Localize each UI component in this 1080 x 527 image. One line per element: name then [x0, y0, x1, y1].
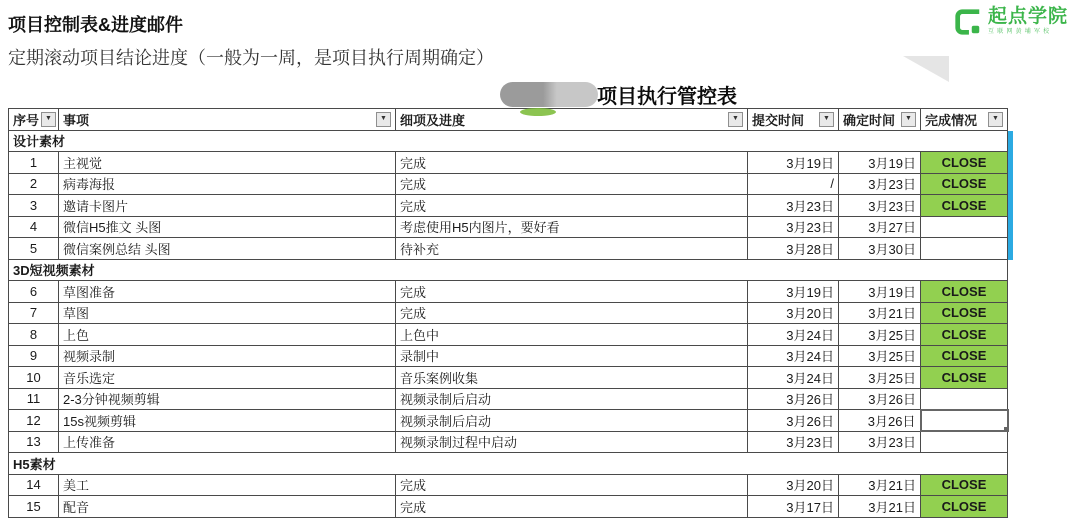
filter-dropdown-icon[interactable]: ▼ [41, 112, 56, 127]
filter-dropdown-icon[interactable]: ▼ [901, 112, 916, 127]
cell-submit-date[interactable]: 3月24日 [748, 345, 839, 367]
cell-item[interactable]: 配音 [59, 496, 396, 518]
cell-status[interactable]: CLOSE [921, 152, 1008, 174]
cell-item[interactable]: 草图 [59, 302, 396, 324]
cell-confirm-date[interactable]: 3月21日 [839, 496, 921, 518]
cell-submit-date[interactable]: 3月19日 [748, 281, 839, 303]
cell-status[interactable]: CLOSE [921, 324, 1008, 346]
column-header-label: 提交时间 [752, 112, 805, 128]
table-row [9, 496, 1008, 518]
cell-confirm-date[interactable]: 3月30日 [839, 238, 921, 260]
column-header-seq[interactable] [9, 109, 59, 131]
column-header-detail[interactable] [396, 109, 748, 131]
qidian-logo-icon [953, 7, 983, 37]
cell-seq[interactable]: 6 [9, 281, 59, 303]
cell-status[interactable] [921, 216, 1008, 238]
cell-confirm-date[interactable]: 3月23日 [839, 173, 921, 195]
cell-status[interactable]: CLOSE [921, 474, 1008, 496]
cell-confirm-date[interactable]: 3月19日 [839, 281, 921, 303]
cell-item[interactable]: 视频录制 [59, 345, 396, 367]
column-header-label: 序号 [13, 112, 40, 128]
cell-submit-date[interactable]: 3月20日 [748, 474, 839, 496]
cell-item[interactable]: 2-3分钟视频剪辑 [59, 388, 396, 410]
section-label[interactable]: H5素材 [9, 453, 1008, 475]
column-header-item[interactable] [59, 109, 396, 131]
redaction-blob [500, 82, 598, 107]
cell-detail[interactable]: 完成 [396, 281, 748, 303]
cell-detail[interactable]: 录制中 [396, 345, 748, 367]
table-row [9, 388, 1008, 410]
cell-confirm-date[interactable]: 3月23日 [839, 431, 921, 453]
cell-submit-date[interactable]: 3月28日 [748, 238, 839, 260]
cell-status[interactable] [921, 431, 1008, 453]
cell-submit-date[interactable]: 3月26日 [748, 388, 839, 410]
logo-tagline: 互联网黄埔军校 [987, 29, 1053, 35]
cell-status[interactable]: CLOSE [921, 281, 1008, 303]
table-row [9, 216, 1008, 238]
section-row [9, 130, 1008, 152]
section-label[interactable]: 设计素材 [9, 130, 1008, 152]
table-row [9, 431, 1008, 453]
cell-item[interactable]: 上传准备 [59, 431, 396, 453]
column-header-status[interactable] [921, 109, 1008, 131]
column-header-label: 事项 [63, 112, 90, 128]
filter-dropdown-icon[interactable]: ▼ [819, 112, 834, 127]
cell-item[interactable]: 上色 [59, 324, 396, 346]
cell-status[interactable]: CLOSE [921, 496, 1008, 518]
cell-submit-date[interactable]: 3月26日 [748, 410, 839, 432]
cell-item[interactable]: 病毒海报 [59, 173, 396, 195]
cell-detail[interactable]: 完成 [396, 195, 748, 217]
section-row [9, 259, 1008, 281]
cell-status[interactable] [921, 388, 1008, 410]
cell-status[interactable] [921, 238, 1008, 260]
column-header-label: 细项及进度 [400, 112, 466, 128]
cell-item[interactable]: 邀请卡图片 [59, 195, 396, 217]
cell-status[interactable]: CLOSE [921, 345, 1008, 367]
cell-item[interactable]: 微信案例总结 头图 [59, 238, 396, 260]
column-header-confirm-date[interactable] [839, 109, 921, 131]
cell-submit-date[interactable]: 3月23日 [748, 431, 839, 453]
cell-submit-date[interactable]: 3月23日 [748, 216, 839, 238]
section-row [9, 453, 1008, 475]
cell-confirm-date[interactable]: 3月25日 [839, 345, 921, 367]
table-row [9, 474, 1008, 496]
cell-detail[interactable]: 完成 [396, 496, 748, 518]
cell-detail[interactable]: 视频录制后启动 [396, 410, 748, 432]
cell-submit-date[interactable]: 3月23日 [748, 195, 839, 217]
table-row [9, 324, 1008, 346]
column-header-submit-date[interactable] [748, 109, 839, 131]
cell-seq[interactable]: 10 [9, 367, 59, 389]
cell-seq[interactable]: 7 [9, 302, 59, 324]
cell-detail[interactable]: 完成 [396, 173, 748, 195]
cell-seq[interactable]: 2 [9, 173, 59, 195]
logo-name: 起点学院 [987, 6, 1068, 27]
table-row [9, 173, 1008, 195]
cell-item[interactable]: 15s视频剪辑 [59, 410, 396, 432]
cell-seq[interactable]: 15 [9, 496, 59, 518]
table-row [9, 195, 1008, 217]
cell-confirm-date[interactable]: 3月23日 [839, 195, 921, 217]
cell-submit-date[interactable]: 3月24日 [748, 367, 839, 389]
cell-confirm-date[interactable]: 3月26日 [839, 388, 921, 410]
table-row [9, 410, 1008, 432]
cell-seq[interactable]: 11 [9, 388, 59, 410]
qidian-academy-logo [953, 7, 1068, 37]
cell-confirm-date[interactable]: 3月21日 [839, 474, 921, 496]
cell-confirm-date[interactable]: 3月26日 [839, 410, 921, 432]
cell-detail[interactable]: 音乐案例收集 [396, 367, 748, 389]
cell-item[interactable]: 美工 [59, 474, 396, 496]
section-label[interactable]: 3D短视频素材 [9, 259, 1008, 281]
cell-submit-date[interactable]: 3月19日 [748, 152, 839, 174]
gray-smudge-triangle [903, 56, 949, 82]
cell-seq[interactable]: 9 [9, 345, 59, 367]
cell-submit-date[interactable]: 3月20日 [748, 302, 839, 324]
table-row [9, 152, 1008, 174]
cell-seq[interactable]: 12 [9, 410, 59, 432]
cell-item[interactable]: 主视觉 [59, 152, 396, 174]
filter-dropdown-icon[interactable]: ▼ [376, 112, 391, 127]
cell-seq[interactable]: 14 [9, 474, 59, 496]
cell-detail[interactable]: 完成 [396, 474, 748, 496]
column-header-label: 确定时间 [843, 112, 896, 128]
cell-confirm-date[interactable]: 3月25日 [839, 367, 921, 389]
cell-item[interactable]: 微信H5推文 头图 [59, 216, 396, 238]
page-subtitle: 定期滚动项目结论进度（一般为一周，是项目执行周期确定） [8, 48, 494, 68]
cell-detail[interactable]: 上色中 [396, 324, 748, 346]
cell-detail[interactable]: 视频录制过程中启动 [396, 431, 748, 453]
cell-confirm-date[interactable]: 3月25日 [839, 324, 921, 346]
cell-submit-date[interactable]: 3月24日 [748, 324, 839, 346]
cell-item[interactable]: 草图准备 [59, 281, 396, 303]
cell-detail[interactable]: 考虑使用H5内图片，要好看 [396, 216, 748, 238]
cell-status[interactable] [921, 410, 1008, 432]
table-row [9, 367, 1008, 389]
cell-seq[interactable]: 4 [9, 216, 59, 238]
column-header-label: 完成情况 [925, 112, 978, 128]
cell-confirm-date[interactable]: 3月21日 [839, 302, 921, 324]
cell-status[interactable]: CLOSE [921, 173, 1008, 195]
cell-item[interactable]: 音乐选定 [59, 367, 396, 389]
filter-dropdown-icon[interactable]: ▼ [728, 112, 743, 127]
cell-seq[interactable]: 8 [9, 324, 59, 346]
cell-submit-date[interactable]: 3月17日 [748, 496, 839, 518]
cell-status[interactable]: CLOSE [921, 302, 1008, 324]
header-row [9, 109, 1008, 131]
cell-seq[interactable]: 5 [9, 238, 59, 260]
cell-status[interactable]: CLOSE [921, 195, 1008, 217]
project-table [8, 108, 1009, 518]
cell-confirm-date[interactable]: 3月19日 [839, 152, 921, 174]
green-smudge [520, 108, 556, 116]
page-title: 项目控制表&进度邮件 [8, 15, 183, 35]
table-title: 项目执行管控表 [597, 86, 737, 108]
table-body [9, 130, 1008, 517]
cell-seq[interactable]: 3 [9, 195, 59, 217]
cell-submit-date[interactable]: / [748, 173, 839, 195]
table-row [9, 238, 1008, 260]
cell-status[interactable]: CLOSE [921, 367, 1008, 389]
cell-detail[interactable]: 完成 [396, 302, 748, 324]
cell-detail[interactable]: 完成 [396, 152, 748, 174]
cell-seq[interactable]: 1 [9, 152, 59, 174]
table-row [9, 281, 1008, 303]
table-row [9, 302, 1008, 324]
cell-seq[interactable]: 13 [9, 431, 59, 453]
cell-detail[interactable]: 视频录制后启动 [396, 388, 748, 410]
table-row [9, 345, 1008, 367]
filter-dropdown-icon[interactable]: ▼ [988, 112, 1003, 127]
cell-confirm-date[interactable]: 3月27日 [839, 216, 921, 238]
cell-detail[interactable]: 待补充 [396, 238, 748, 260]
